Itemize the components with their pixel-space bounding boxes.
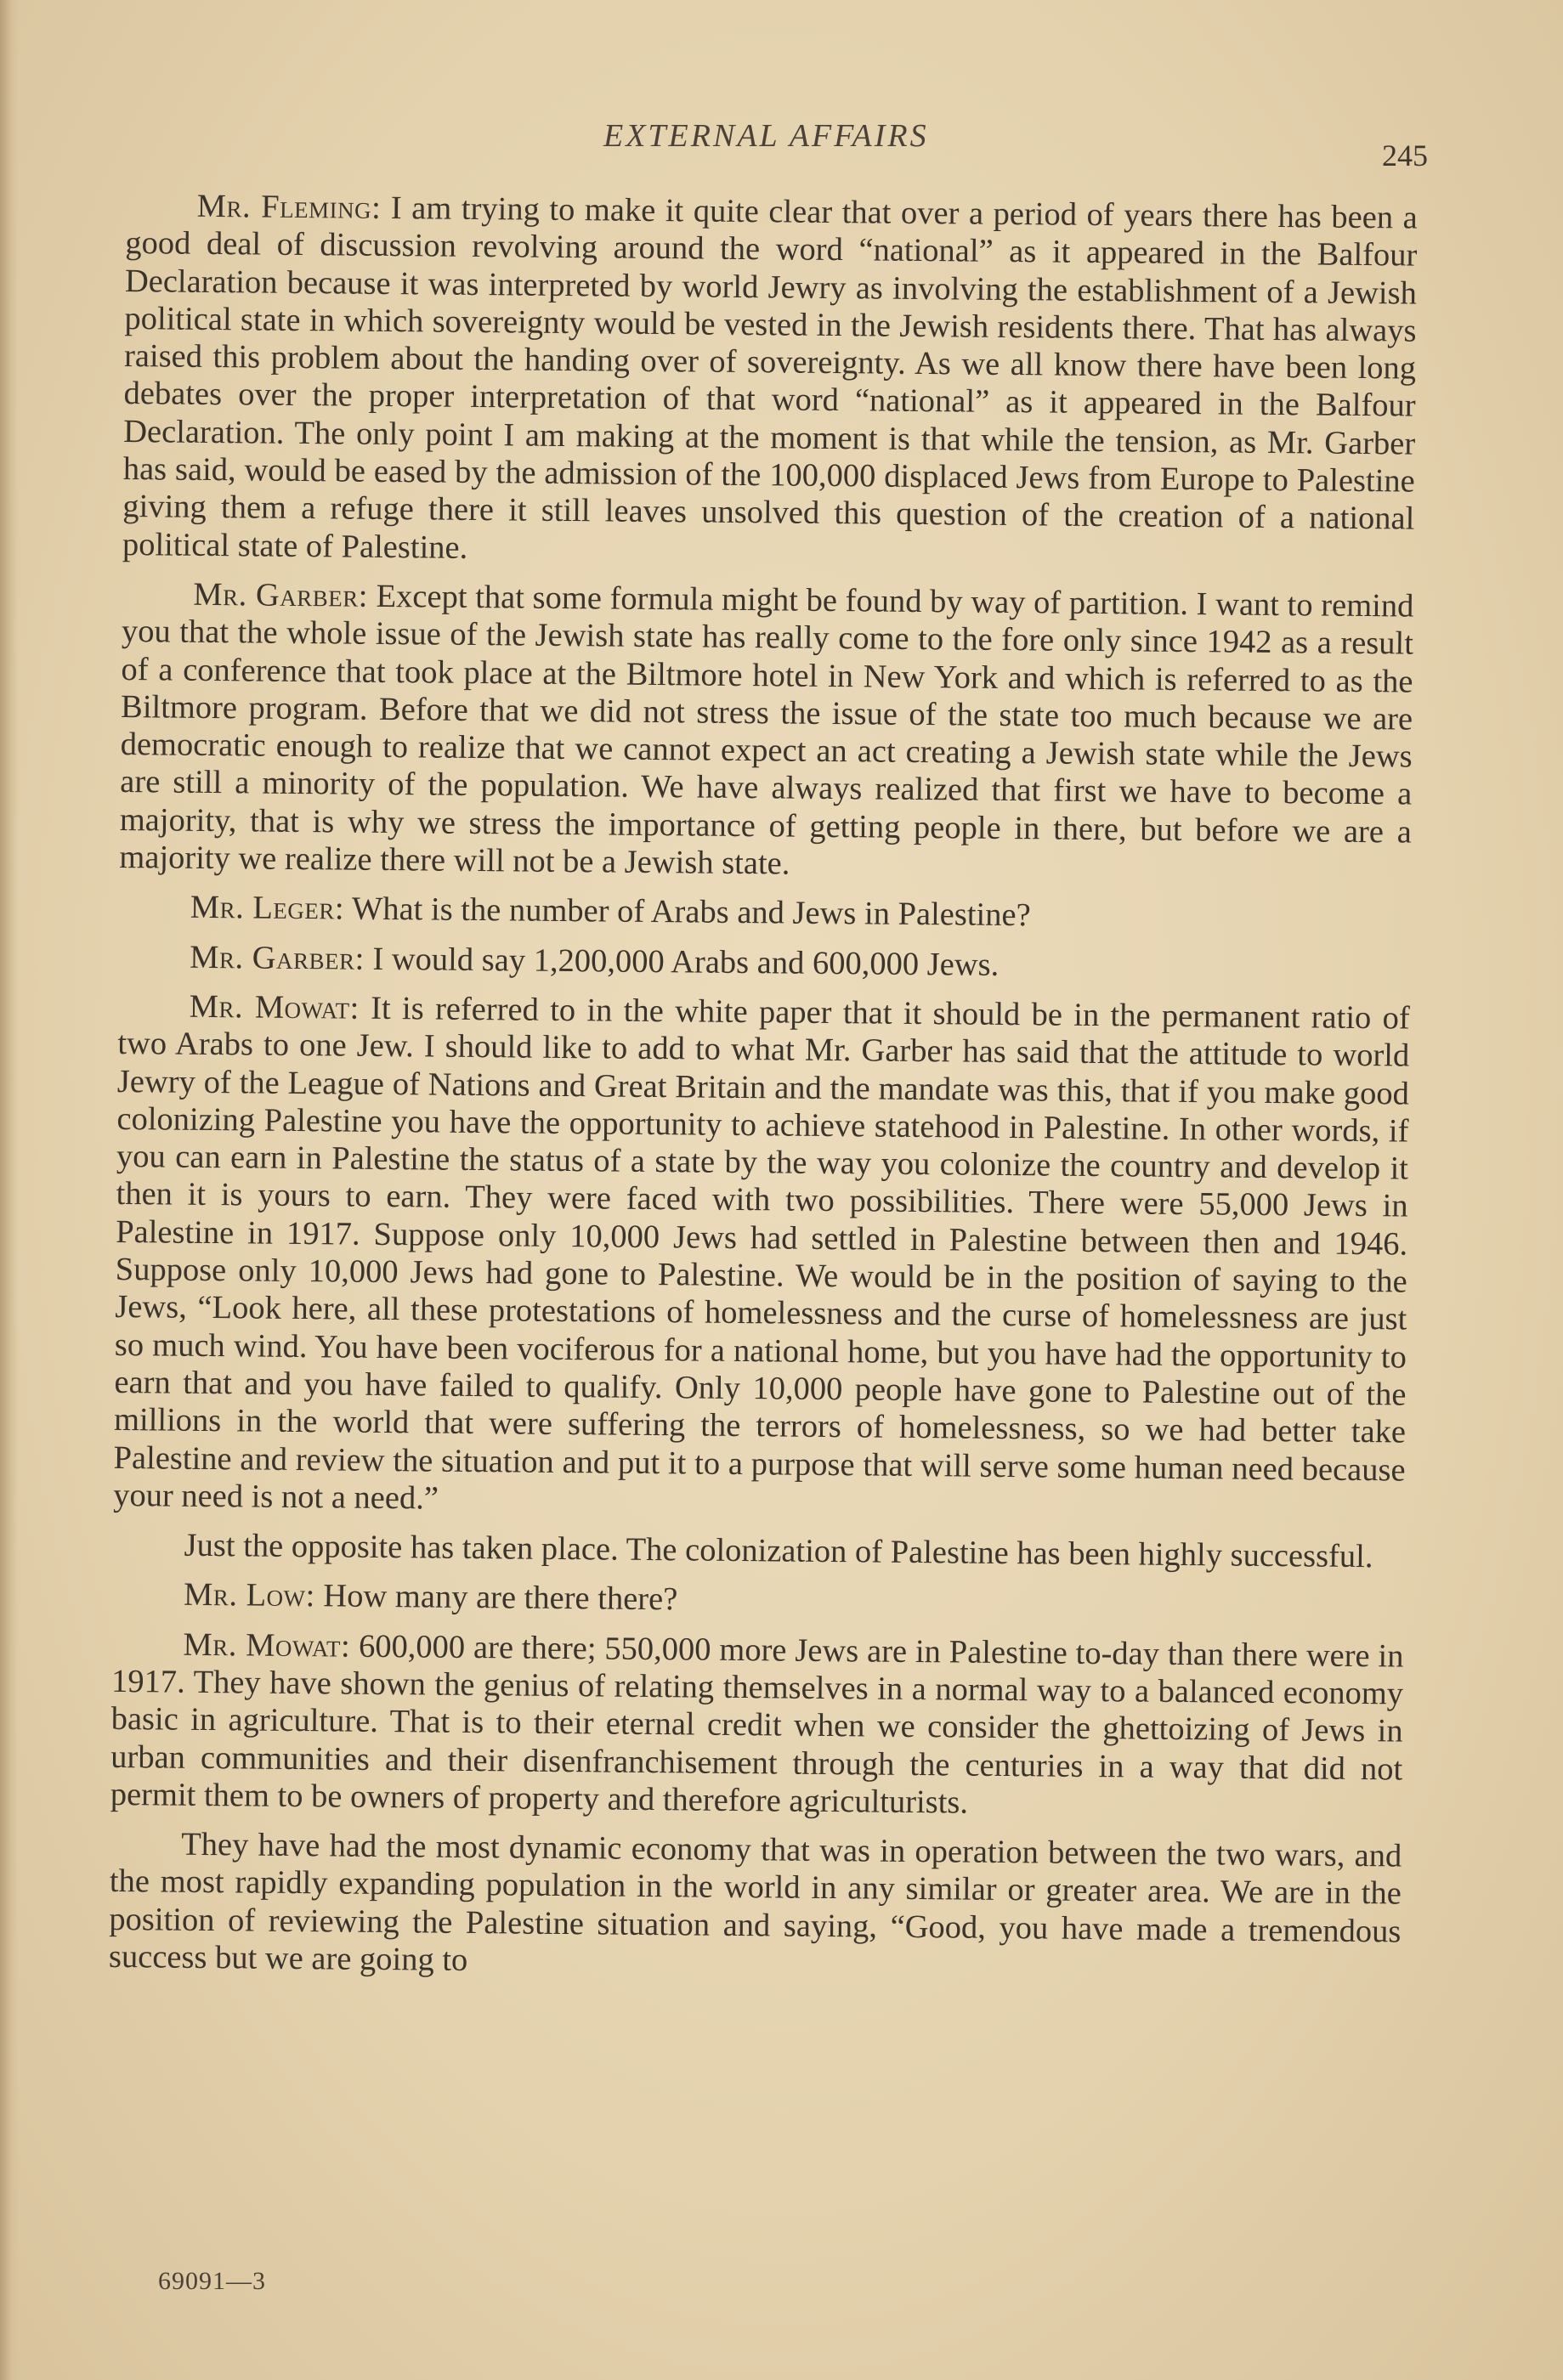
page-header — [127, 117, 1428, 172]
speaker-name: Mr. Mowat: — [183, 1626, 351, 1665]
speaker-name: Mr. Garber: — [190, 939, 365, 977]
paragraph-text: What is the number of Arabs and Jews in Palestine? — [351, 890, 1031, 934]
speaker-name: Mr. Garber: — [193, 576, 369, 614]
paragraph — [110, 1625, 1404, 1826]
paragraph-text: It is referred to in the white paper that it should be in the permanent ratio of two Arabs to one Jew. I should like to add to what Mr. Garber has said that the attitude to world Jewry of the League of Nations and Great Britain and the mandate was this, that if you make good colonizing Palestine you have the opportunity to achieve statehood in Palestine. In other words, if you can earn in Palestine the status of a state by the way you colonize the country and develop it then it is yours to earn. They were faced with two possibilities. There were 55,000 Jews in Palestine in 1917. Suppose only 10,000 Jews had settled in Palestine between then and 1946. Suppose only 10,000 Jews had gone to Palestine. We would be in the position of saying to the Jews, “Look here, all these protestations of homelessness and the curse of homelessness are just so much wind. You have been vociferous for a national home, but you have had the opportunity to earn that and you have failed to qualify. Only 10,000 people have gone to Palestine out of the millions in the world that were suffering the terrors of homelessness, so we had better take Palestine and review the situation and put it to a purpose that will serve some human need because your need is not a need.” — [113, 990, 1410, 1517]
running-head: EXTERNAL AFFAIRS — [603, 118, 929, 154]
paragraph — [118, 938, 1410, 988]
speaker-name: Mr. Low: — [183, 1577, 315, 1614]
speaker-name: Mr. Mowat: — [189, 988, 360, 1026]
speaker-name: Mr. Leger: — [190, 890, 345, 927]
paragraph — [112, 1575, 1404, 1625]
paragraph — [122, 187, 1418, 576]
paragraph-text: I would say 1,200,000 Arabs and 600,000 Jews. — [372, 941, 1000, 983]
printer-signature: 69091—3 — [158, 2267, 266, 2295]
page-edge-shadow — [0, 0, 19, 2380]
paragraph — [119, 888, 1411, 938]
paragraph-text: Except that some formula might be found by way of partition. I want to remind you that the whole issue of the Jewish state has really come to the fore only since 1942 as a result of a conference that took place at the Biltmore hotel in New York and which is referred to as the Biltmore program. Before that we did not stress the issue of the state too much because we are democratic enough to realize that we cannot expect an act creating a Jewish state while the Jews are still a minority of the population. We have always realized that first we have to become a majority, that is why we stress the importance of getting people in there, but before we are a majority we realize there will not be a Jewish state. — [119, 578, 1414, 882]
paragraph-text: How many are there there? — [323, 1578, 678, 1618]
paragraph-text: They have had the most dynamic economy that was in operation between the two wars, and the most rapidly expanding population in the world in any similar or greater area. We are in the position of reviewing the Palestine situation and saying, “Good, you have made a tremendous success but we are going to — [108, 1826, 1402, 1979]
paragraph-text: 600,000 are there; 550,000 more Jews are in Palestine to-day than there were in 1917. They have shown the genius of relating themselves in a normal way to a balanced economy basic in agriculture. That is to their eternal credit when we consider the ghettoizing of Jews in urban communities and their disenfranchisement through the centuries in a way that did not permit them to be owners of property and therefore agriculturists. — [110, 1628, 1404, 1821]
paragraph-text: Just the opposite has taken place. The colonization of Palestine has been highly successful. — [184, 1527, 1373, 1575]
speaker-name: Mr. Fleming: — [196, 188, 382, 226]
paragraph-text: I am trying to make it quite clear that over a period of years there has been a good deal of discussion revolving around the word “national” as it appeared in the Balfour Declaration because it was interpreted by world Jewry as involving the establishment of a Jewish political state in which sovereignty would be vested in the Jewish residents there. That has always raised this problem about the handing over of sovereignty. As we all know there have been long debates over the proper interpretation of that word “national” as it appeared in the Balfour Declaration. The only point I am making at the moment is that while the tension, as Mr. Garber has said, would be eased by the admission of the 100,000 displaced Jews from Europe to Palestine giving them a refuge there it still leaves unsolved this question of the creation of a national political state of Palestine. — [122, 189, 1418, 566]
paragraph — [112, 1526, 1404, 1576]
paragraph — [113, 987, 1410, 1527]
page-number: 245 — [1382, 139, 1428, 172]
paragraph — [109, 1825, 1402, 1988]
transcript-body — [109, 187, 1418, 2000]
paragraph — [119, 575, 1413, 889]
